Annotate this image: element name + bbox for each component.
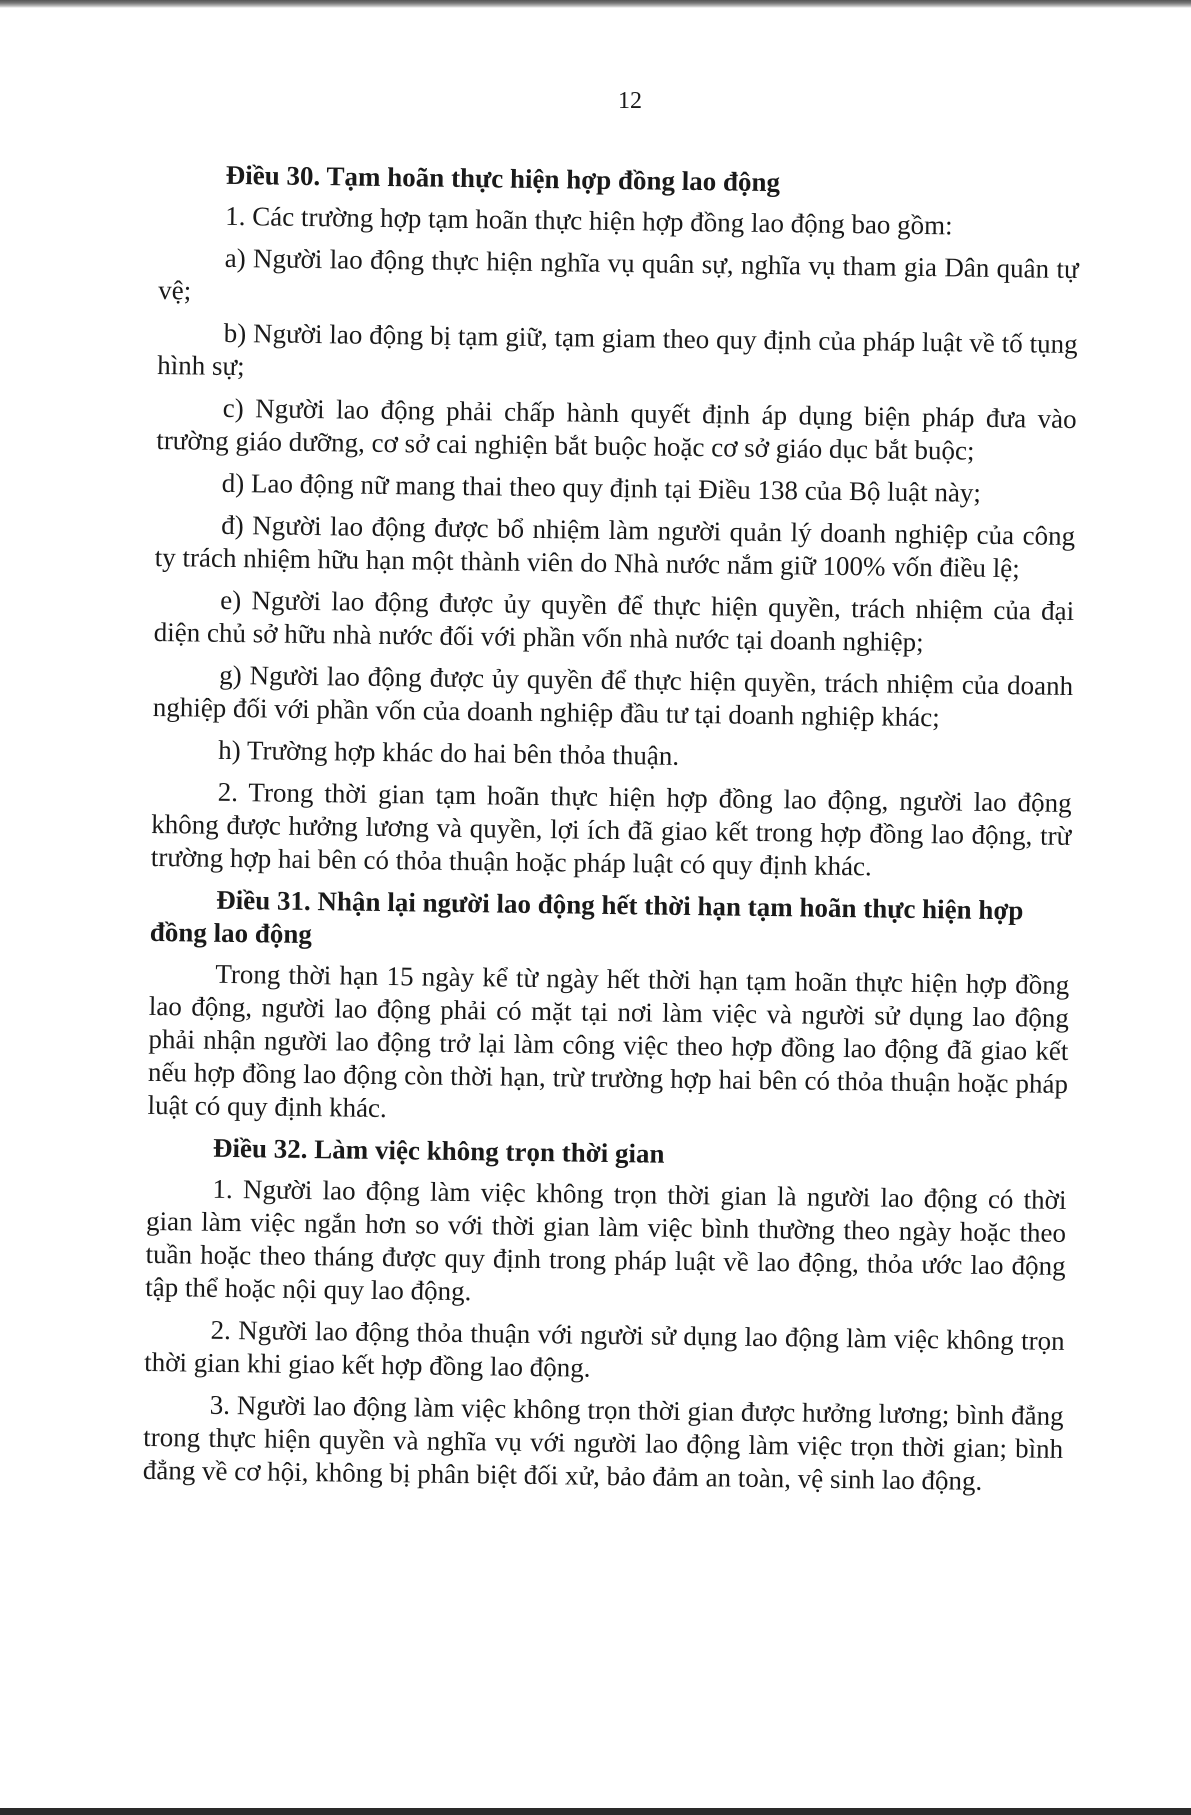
article-paragraph: b) Người lao động bị tạm giữ, tạm giam theo quy định của pháp luật về tố tụng hình sự; (157, 317, 1078, 382)
article-paragraph: 2. Trong thời gian tạm hoãn thực hiện hợp đồng lao động, người lao động không được hưởng lương và quyền, lợi ích đã giao kết trong hợp đồng lao động, trừ trường hợp hai bên có thỏa thuận hoặc pháp luật có quy định khác. (150, 776, 1072, 882)
article-paragraph: đ) Người lao động được bổ nhiệm làm người quản lý doanh nghiệp của công ty trách nhiệm hữu hạn một thành viên do Nhà nước nắm giữ 100% vốn điều lệ; (154, 509, 1076, 584)
article-heading: Điều 30. Tạm hoãn thực hiện hợp đồng lao động (225, 159, 781, 198)
article-paragraph: 1. Các trường hợp tạm hoãn thực hiện hợp đồng lao động bao gồm: (225, 200, 953, 241)
article-heading: Điều 32. Làm việc không trọn thời gian (212, 1132, 665, 1169)
article-paragraph: 3. Người lao động làm việc không trọn thời gian được hưởng lương; bình đẳng trong thực hiện quyền và nghĩa vụ với người lao động làm việc trọn thời gian; bình đẳng về cơ hội, không bị phân biệt đối xử, bảo đảm an toàn, vệ sinh lao động. (142, 1389, 1064, 1496)
article-30 (151, 158, 1080, 886)
article-paragraph: a) Người lao động thực hiện nghĩa vụ quân sự, nghĩa vụ tham gia Dân quân tự vệ; (158, 242, 1079, 306)
article-paragraph: c) Người lao động phải chấp hành quyết định áp dụng biện pháp đưa vào trường giáo dưỡng, cơ sở cai nghiện bắt buộc hoặc cơ sở giáo dục bắt buộc; (156, 392, 1077, 466)
article-32 (143, 1131, 1068, 1499)
scan-bottom-edge (0, 1808, 1191, 1815)
article-heading: Điều 31. Nhận lại người lao động hết thời hạn tạm hoãn thực hiện hợp đồng lao động (149, 884, 1024, 950)
article-paragraph: 1. Người lao động làm việc không trọn thời gian là người lao động có thời gian làm việc ngắn hơn so với thời gian làm việc bình thường theo ngày hoặc theo tuần hoặc theo tháng được quy định trong pháp luật về lao động, thỏa ước lao động tập thể hoặc nội quy lao động. (145, 1173, 1067, 1307)
article-paragraph: 2. Người lao động thỏa thuận với người sử dụng lao động làm việc không trọn thời gian khi giao kết hợp đồng lao động. (144, 1314, 1065, 1383)
article-paragraph: e) Người lao động được ủy quyền để thực hiện quyền, trách nhiệm của đại diện chủ sở hữu nhà nước đối với phần vốn nhà nước tại doanh nghiệp; (153, 584, 1075, 658)
document-body (142, 158, 1079, 1508)
page-number: 12 (618, 88, 642, 114)
article-paragraph: d) Lao động nữ mang thai theo quy định tại Điều 138 của Bộ luật này; (221, 467, 982, 508)
scan-top-edge (0, 0, 1191, 8)
article-paragraph: g) Người lao động được ủy quyền để thực hiện quyền, trách nhiệm của doanh nghiệp đối với phần vốn của doanh nghiệp đầu tư tại doanh nghiệp khác; (152, 659, 1074, 733)
article-31 (147, 883, 1070, 1134)
article-paragraph: h) Trường hợp khác do hai bên thỏa thuận. (218, 734, 680, 771)
article-paragraph: Trong thời hạn 15 ngày kể từ ngày hết thời hạn tạm hoãn thực hiện hợp đồng lao động, người lao động phải có mặt tại nơi làm việc và người sử dụng lao động phải nhận người lao động trở lại làm công việc theo hợp đồng lao động đã giao kết nếu hợp đồng lao động còn thời hạn, trừ trường hợp hai bên có thỏa thuận hoặc pháp luật có quy định khác. (147, 958, 1070, 1124)
